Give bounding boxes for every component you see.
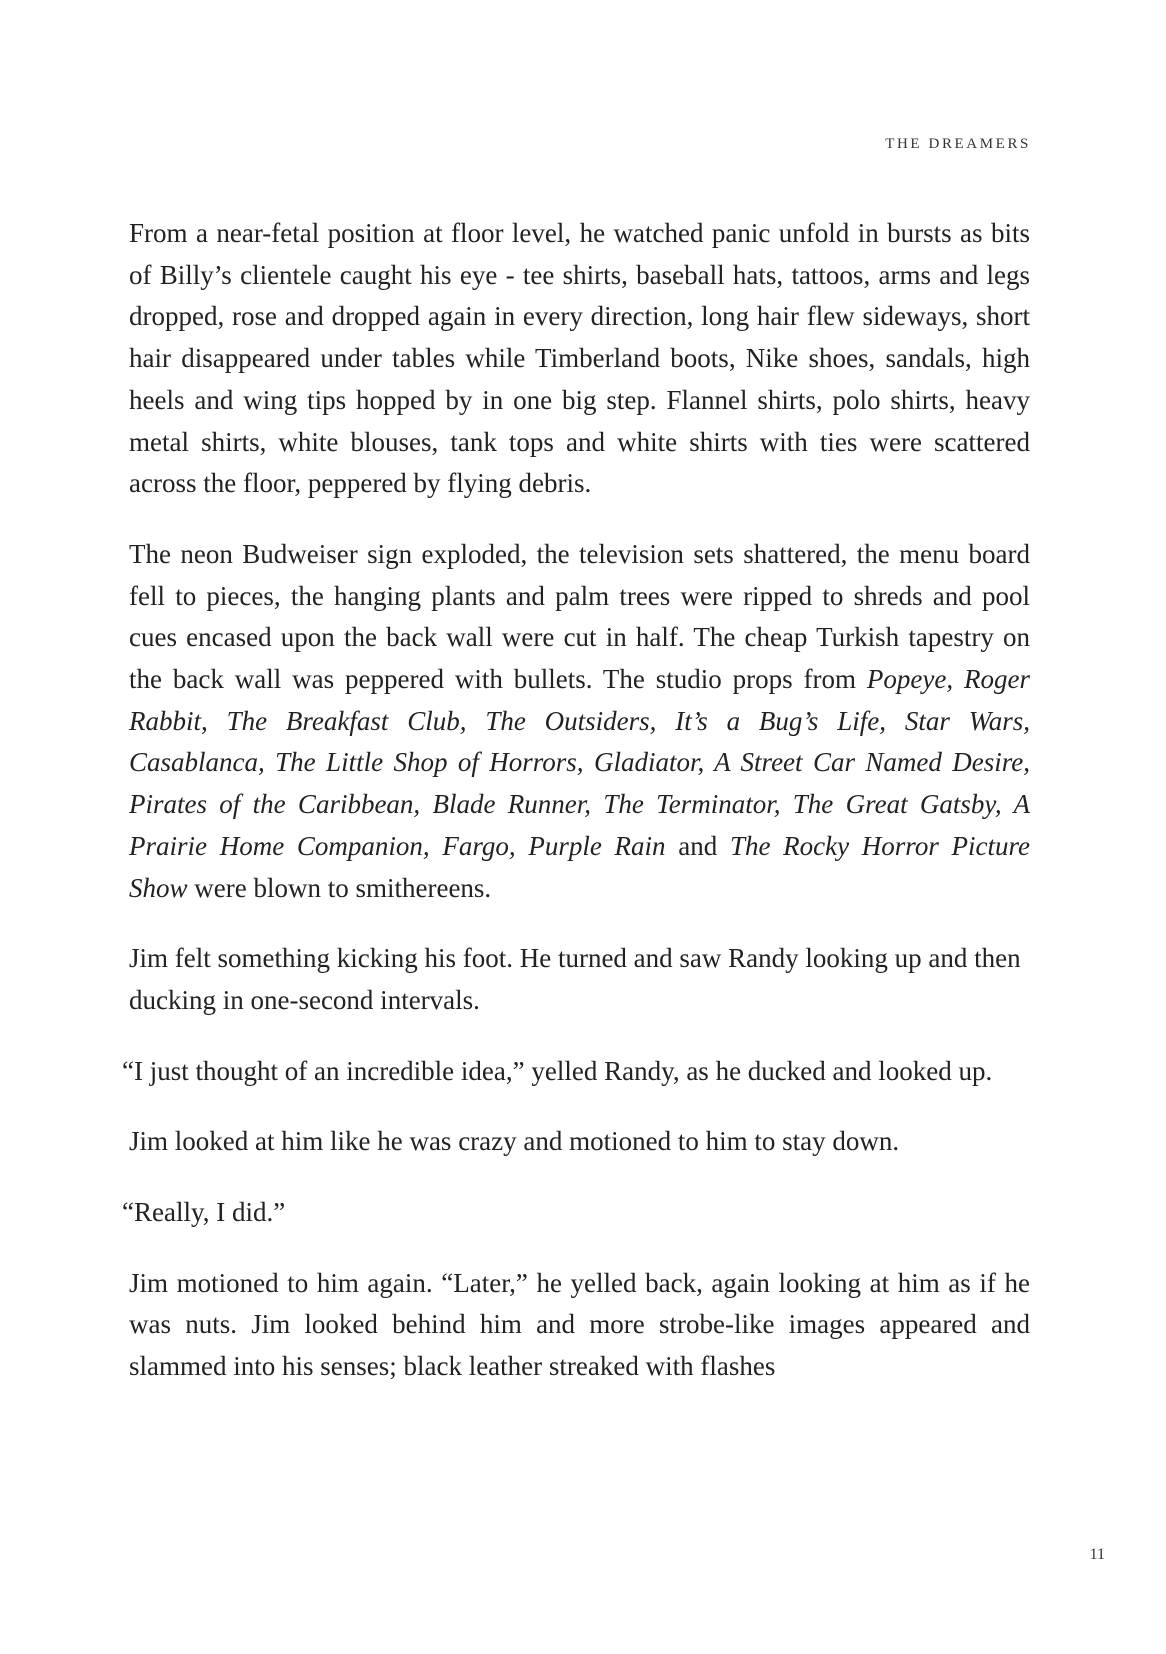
running-head: THE DREAMERS <box>885 136 1031 152</box>
paragraph: Jim motioned to him again. “Later,” he yelled back, again looking at him as if he was nuts. Jim looked behind him and more strobe-like images appeared and slammed into his senses; black leather streaked with flashes <box>129 1267 1030 1382</box>
paragraph-text: The neon Budweiser sign exploded, the television sets shattered, the menu board fell to pieces, the hanging plants and palm trees were ripped to shreds and pool cues encased upon the back wall were cut in half. The cheap Turkish tapestry on the back wall was peppered with bullets. The studio props from <box>129 538 1030 695</box>
paragraph-text: were blown to smithereens. <box>187 872 492 903</box>
body-text <box>122 213 1031 1417</box>
paragraph-text: and <box>665 830 730 861</box>
paragraph: Jim felt something kicking his foot. He turned and saw Randy looking up and then ducking in one-second intervals. <box>129 943 1021 1015</box>
page-number: 11 <box>1089 1546 1105 1563</box>
paragraph: Jim looked at him like he was crazy and motioned to him to stay down. <box>129 1126 900 1157</box>
film-titles: Popeye, Roger Rabbit, The Breakfast Club, The Outsiders, It’s a Bug’s Life, Star Wars, Casablanca, The Little Shop of Horrors, Gladiator, A Street Car Named Desire, Pirates of the Caribbean, Blade Runner, The Terminator, The Great Gatsby, A Prairie Home Companion, Fargo, Purple Rain <box>129 664 1030 861</box>
dialogue-paragraph: “I just thought of an incredible idea,” yelled Randy, as he ducked and looked up. <box>122 1055 993 1086</box>
paragraph: From a near-fetal position at floor level, he watched panic unfold in bursts as bits of Billy’s clientele caught his eye - tee shirts, baseball hats, tattoos, arms and legs dropped, rose and dropped again in every direction, long hair flew sideways, short hair disappeared under tables while Timberland boots, Nike shoes, sandals, high heels and wing tips hopped by in one big step. Flannel shirts, polo shirts, heavy metal shirts, white blouses, tank tops and white shirts with ties were scattered across the floor, peppered by flying debris. <box>129 218 1030 499</box>
film-title: The Rocky Horror Picture Show <box>129 830 1031 903</box>
dialogue-paragraph: “Really, I did.” <box>122 1197 286 1228</box>
paragraph-with-film-titles <box>129 534 1030 909</box>
